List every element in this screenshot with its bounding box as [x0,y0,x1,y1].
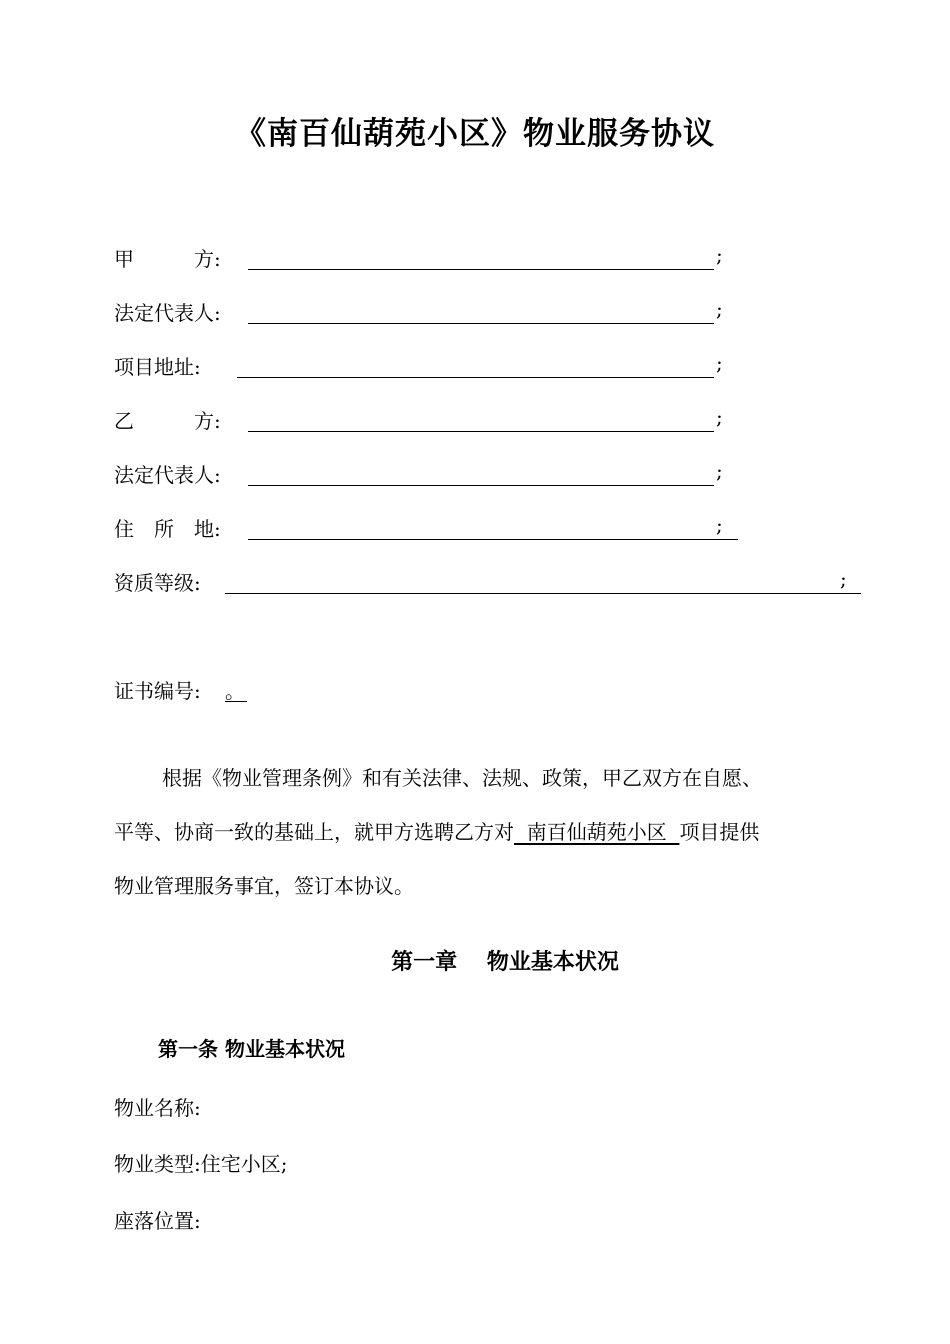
intro-line-1: 根据《物业管理条例》和有关法律、法规、政策，甲乙双方在自愿、 [162,766,762,790]
semicolon: ; [716,405,723,429]
semicolon: ; [716,351,723,375]
location-label: 座落位置: [114,1209,201,1233]
intro-line-2-end: 项目提供 [679,820,760,844]
residence-label: 住 所 地: [114,517,221,541]
project-address-label: 项目地址: [114,355,201,379]
party-b-blank [248,431,714,432]
semicolon: ; [716,459,723,483]
party-a-rep-label: 法定代表人: [114,301,221,325]
certificate-label: 证书编号: [114,679,201,703]
qualification-label: 资质等级: [114,571,201,595]
chapter-heading: 第一章 物业基本状况 [391,949,619,975]
property-type-line [114,1148,288,1177]
party-a-blank [248,269,714,270]
party-b-rep-blank [248,485,714,486]
project-address-blank [237,377,714,378]
residence-blank [248,539,738,540]
document-title: 《南百仙葫苑小区》物业服务协议 [235,116,715,152]
property-type-value: 住宅小区; [200,1152,288,1176]
semicolon: ; [716,243,723,267]
semicolon: ; [716,513,723,537]
property-name-label: 物业名称: [114,1096,201,1120]
qualification-blank [225,593,861,594]
property-type-label: 物业类型: [114,1152,201,1176]
party-a-rep-blank [248,323,714,324]
semicolon: ; [716,297,723,321]
intro-line-2 [114,816,759,845]
semicolon: ; [840,567,847,591]
party-a-label: 甲 方: [114,247,221,271]
project-name: 南百仙葫苑小区 [514,820,680,844]
article-heading: 第一条 物业基本状况 [158,1037,345,1061]
intro-line-3: 物业管理服务事宜，签订本协议。 [114,874,414,898]
party-b-rep-label: 法定代表人: [114,463,221,487]
intro-line-2-start: 平等、协商一致的基础上，就甲方选聘乙方对 [114,820,514,844]
certificate-value: 。 [225,679,245,703]
party-b-label: 乙 方: [114,409,221,433]
